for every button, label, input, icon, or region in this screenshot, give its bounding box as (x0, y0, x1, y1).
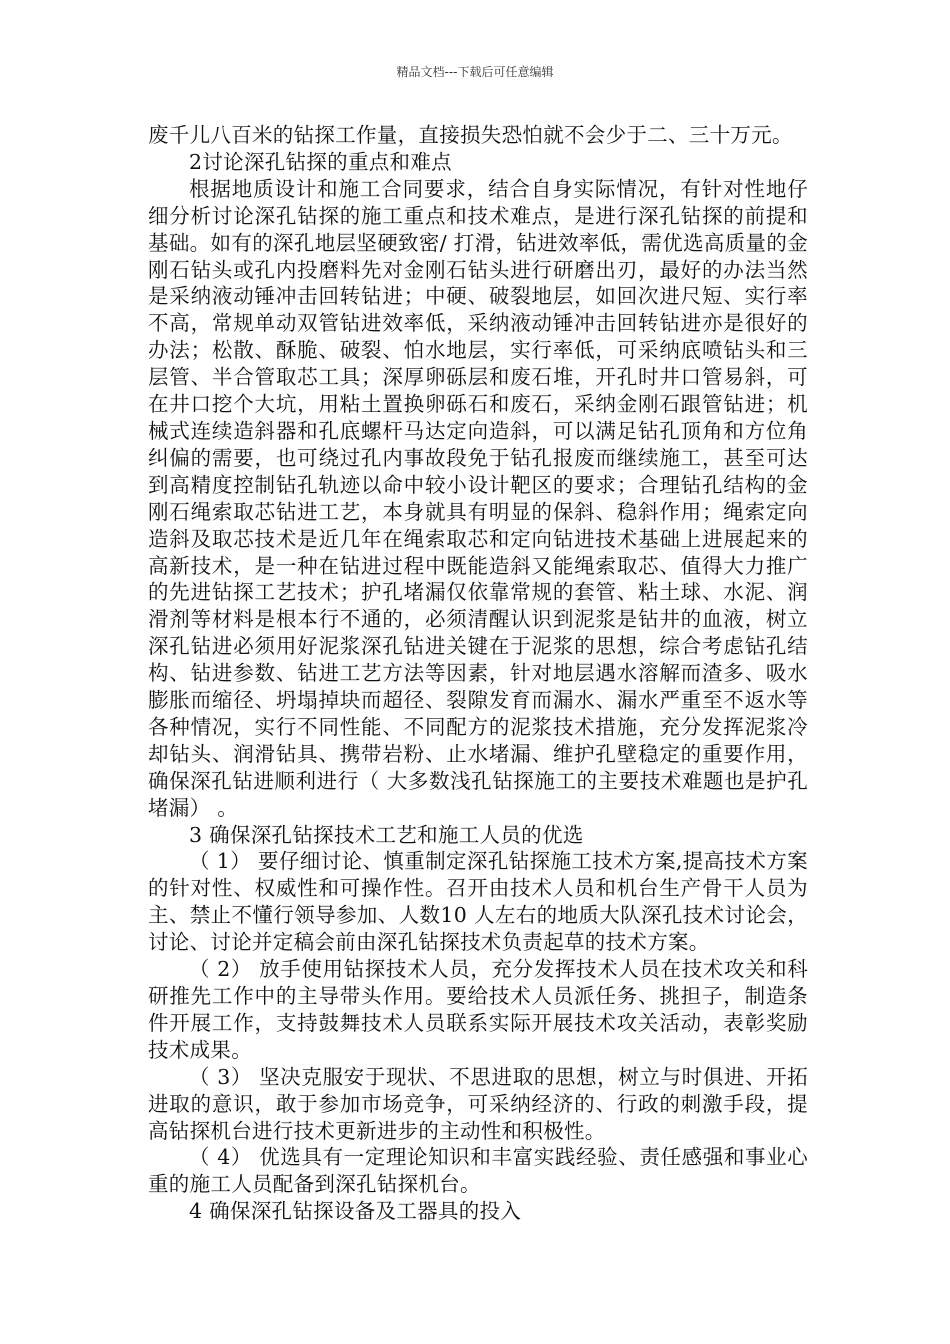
paragraph-item-2: （ 2） 放手使用钻探技术人员，充分发挥技术人员在技术攻关和科研推先工作中的主导带头作用。要给技术人员派任务、挑担子，制造条件开展工作，支持鼓舞技术人员联系实际开展技术攻关活动，表彰奖励技术成果。 (148, 957, 808, 1062)
paragraph-item-3: （ 3） 坚决克服安于现状、不思进取的思想，树立与时俱进、开拓进取的意识，敢于参加市场竞争，可采纳经济的、行政的刺激手段，提高钻探机台进行技术更新进步的主动性和积极性。 (148, 1064, 808, 1143)
section-heading-2: 2讨论深孔钻探的重点和难点 (189, 149, 452, 174)
page-header: 精品文档---下载后可任意编辑 (396, 65, 554, 79)
paragraph-item-1: （ 1） 要仔细讨论、慎重制定深孔钻探施工技术方案,提高技术方案的针对性、权威性和可操作性。召开由技术人员和机台生产骨干人员为主、禁止不懂行领导参加、人数10 人左右的地质大队深孔技术讨论会，讨论、讨论并定稿会前由深孔钻探技术负责起草的技术方案。 (148, 849, 808, 955)
paragraph-key-difficulties: 根据地质设计和施工合同要求，结合自身实际情况，有针对性地仔细分析讨论深孔钻探的施工重点和技术难点，是进行深孔钻探的前提和基础。如有的深孔地层坚硬致密/ 打滑，钻进效率低，需优选高质量的金刚石钻头或孔内投磨料先对金刚石钻头进行研磨出刃，最好的办法当然是采纳液动锤冲击回转钻进；中硬、破裂地层，如回次进尺短、实行率不高，常规单动双管钻进效率低，采纳液动锤冲击回转钻进亦是很好的办法；松散、酥脆、破裂、怕水地层，实行率低，可采纳底喷钻头和三层管、半合管取芯工具；深厚卵砾层和废石堆，开孔时井口管易斜，可在井口挖个大坑，用粘土置换卵砾石和废石，采纳金刚石跟管钻进；机械式连续造斜器和孔底螺杆马达定向造斜，可以满足钻孔顶角和方位角纠偏的需要，也可绕过孔内事故段免于钻孔报废而继续施工，甚至可达到高精度控制钻孔轨迹以命中较小设计靶区的要求；合理钻孔结构的金刚石绳索取芯钻进工艺，本身就具有明显的保斜、稳斜作用；绳索定向造斜及取芯技术是近几年在绳索取芯和定向钻进技术基础上进展起来的高新技术，是一种在钻进过程中既能造斜又能绳索取芯、值得大力推广的先进钻探工艺技术；护孔堵漏仅依靠常规的套管、粘土球、水泥、润滑剂等材料是根本行不通的，必须清醒认识到泥浆是钻井的血液，树立深孔钻进必须用好泥浆深孔钻进关键在于泥浆的思想，综合考虑钻孔结构、钻进参数、钻进工艺方法等因素，针对地层遇水溶解而渣多、吸水膨胀而缩径、坍塌掉块而超径、裂隙发育而漏水、漏水严重至不返水等各种情况，实行不同性能、不同配方的泥浆技术措施，充分发挥泥浆冷却钻头、润滑钻具、携带岩粉、止水堵漏、维护孔壁稳定的重要作用，确保深孔钻进顺利进行（ 大多数浅孔钻探施工的主要技术难题也是护孔堵漏） 。 (148, 176, 808, 820)
section-heading-4: 4 确保深孔钻探设备及工器具的投入 (189, 1199, 522, 1224)
paragraph-item-4: （ 4） 优选具有一定理论知识和丰富实践经验、责任感强和事业心重的施工人员配备到深孔钻探机台。 (148, 1145, 808, 1197)
document-body (148, 122, 808, 1225)
section-heading-3: 3 确保深孔钻探技术工艺和施工人员的优选 (189, 822, 584, 847)
paragraph-continuation: 废千儿八百米的钻探工作量，直接损失恐怕就不会少于二、三十万元。 (148, 123, 793, 147)
